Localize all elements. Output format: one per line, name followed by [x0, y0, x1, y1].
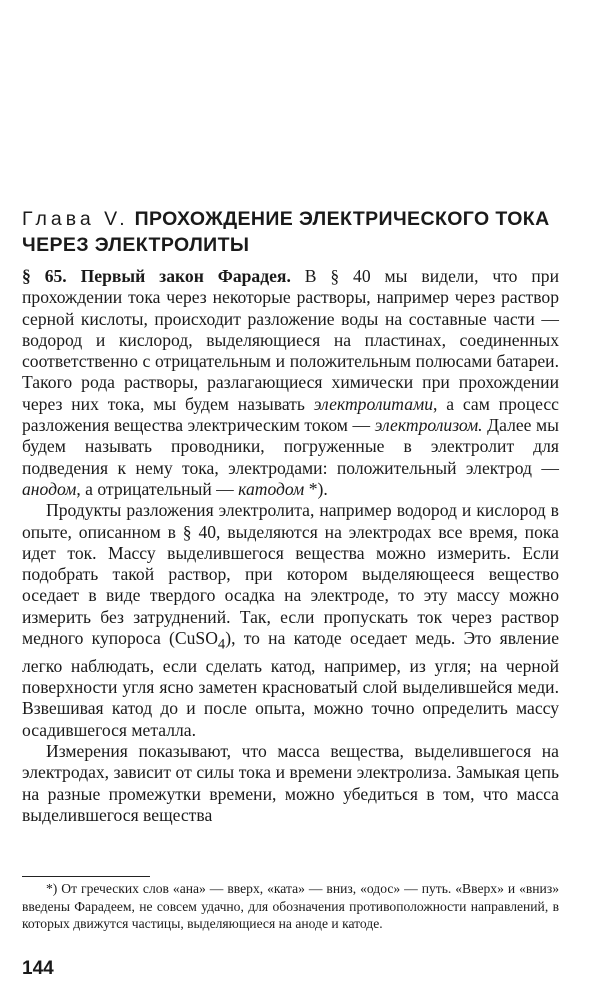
formula-subscript: 4 [217, 636, 226, 653]
paragraph-text: , а отрицательный — [76, 478, 239, 499]
paragraph-text: , а сам процесс разложения вещества электрическим током — [22, 393, 559, 436]
paragraph-text: В § 40 мы видели, что при прохождении тока через некоторые растворы, например через раствор серной кислоты, происходит разложение воды на составные части — водород и кислород, выделяющиеся на пластинах, соединенных соответственно с отрицательным и положительным полюсами батареи. Такого рода растворы, разлагающиеся химически при прохождении через них тока, мы будем называть [22, 266, 559, 414]
chapter-number: Глава V. [22, 208, 129, 230]
footnote [22, 880, 559, 933]
paragraph-1 [22, 266, 559, 500]
page-number: 144 [22, 958, 54, 979]
term-anode: анодом [22, 478, 77, 499]
paragraph-text: Продукты разложения электролита, например водород и кислород в опыте, описанном в § 40, выделяются на электродах все время, пока идет ток. Массу выделившегося вещества можно измерить. Если подобрать такой раствор, при котором выделяющееся вещество оседает в виде твердого осадка на электроде, то эту массу можно измерить без затруднений. Так, если пропускать ток через раствор медного купороса (CuSO [22, 500, 559, 649]
paragraph-text: ), то на катоде оседает медь. Это явление легко наблюдать, если сделать катод, например, из угля; на черной поверхности угля ясно заметен красноватый слой выделившейся меди. Взвешивая катод до и после опыта, можно точно определить массу осадившегося металла. [22, 628, 559, 740]
term-electrolytes: электролитами [313, 393, 434, 414]
footnote-divider [22, 876, 150, 877]
footnote-text: *) От греческих слов «ана» — вверх, «ката» — вниз, «одос» — путь. «Вверх» и «вниз» введены Фарадеем, не совсем удачно, для обозначения противоположности направлений, в которых движутся частицы, выделяющиеся на аноде и катоде. [22, 881, 559, 931]
footnote-marker: *). [304, 478, 328, 499]
paragraph-3: Измерения показывают, что масса вещества, выделившегося на электродах, зависит от силы тока и времени электролиза. Замыкая цепь на разные промежутки времени, можно убедиться в том, что масса выделившегося вещества [22, 741, 559, 825]
chapter-heading [22, 206, 582, 258]
paragraph-text: Далее мы будем называть проводники, погруженные в электролит для подведения к нему тока, электродами: положительный электрод — [22, 415, 559, 478]
term-cathode: катодом [238, 478, 305, 499]
paragraph-2 [22, 500, 559, 741]
section-body [22, 266, 559, 826]
chapter-title: ПРОХОЖДЕНИЕ ЭЛЕКТРИЧЕСКОГО ТОКА ЧЕРЕЗ ЭЛЕКТРОЛИТЫ [22, 208, 550, 256]
term-electrolysis: электролизом. [374, 415, 483, 436]
section-heading: § 65. Первый закон Фарадея. [22, 266, 291, 286]
